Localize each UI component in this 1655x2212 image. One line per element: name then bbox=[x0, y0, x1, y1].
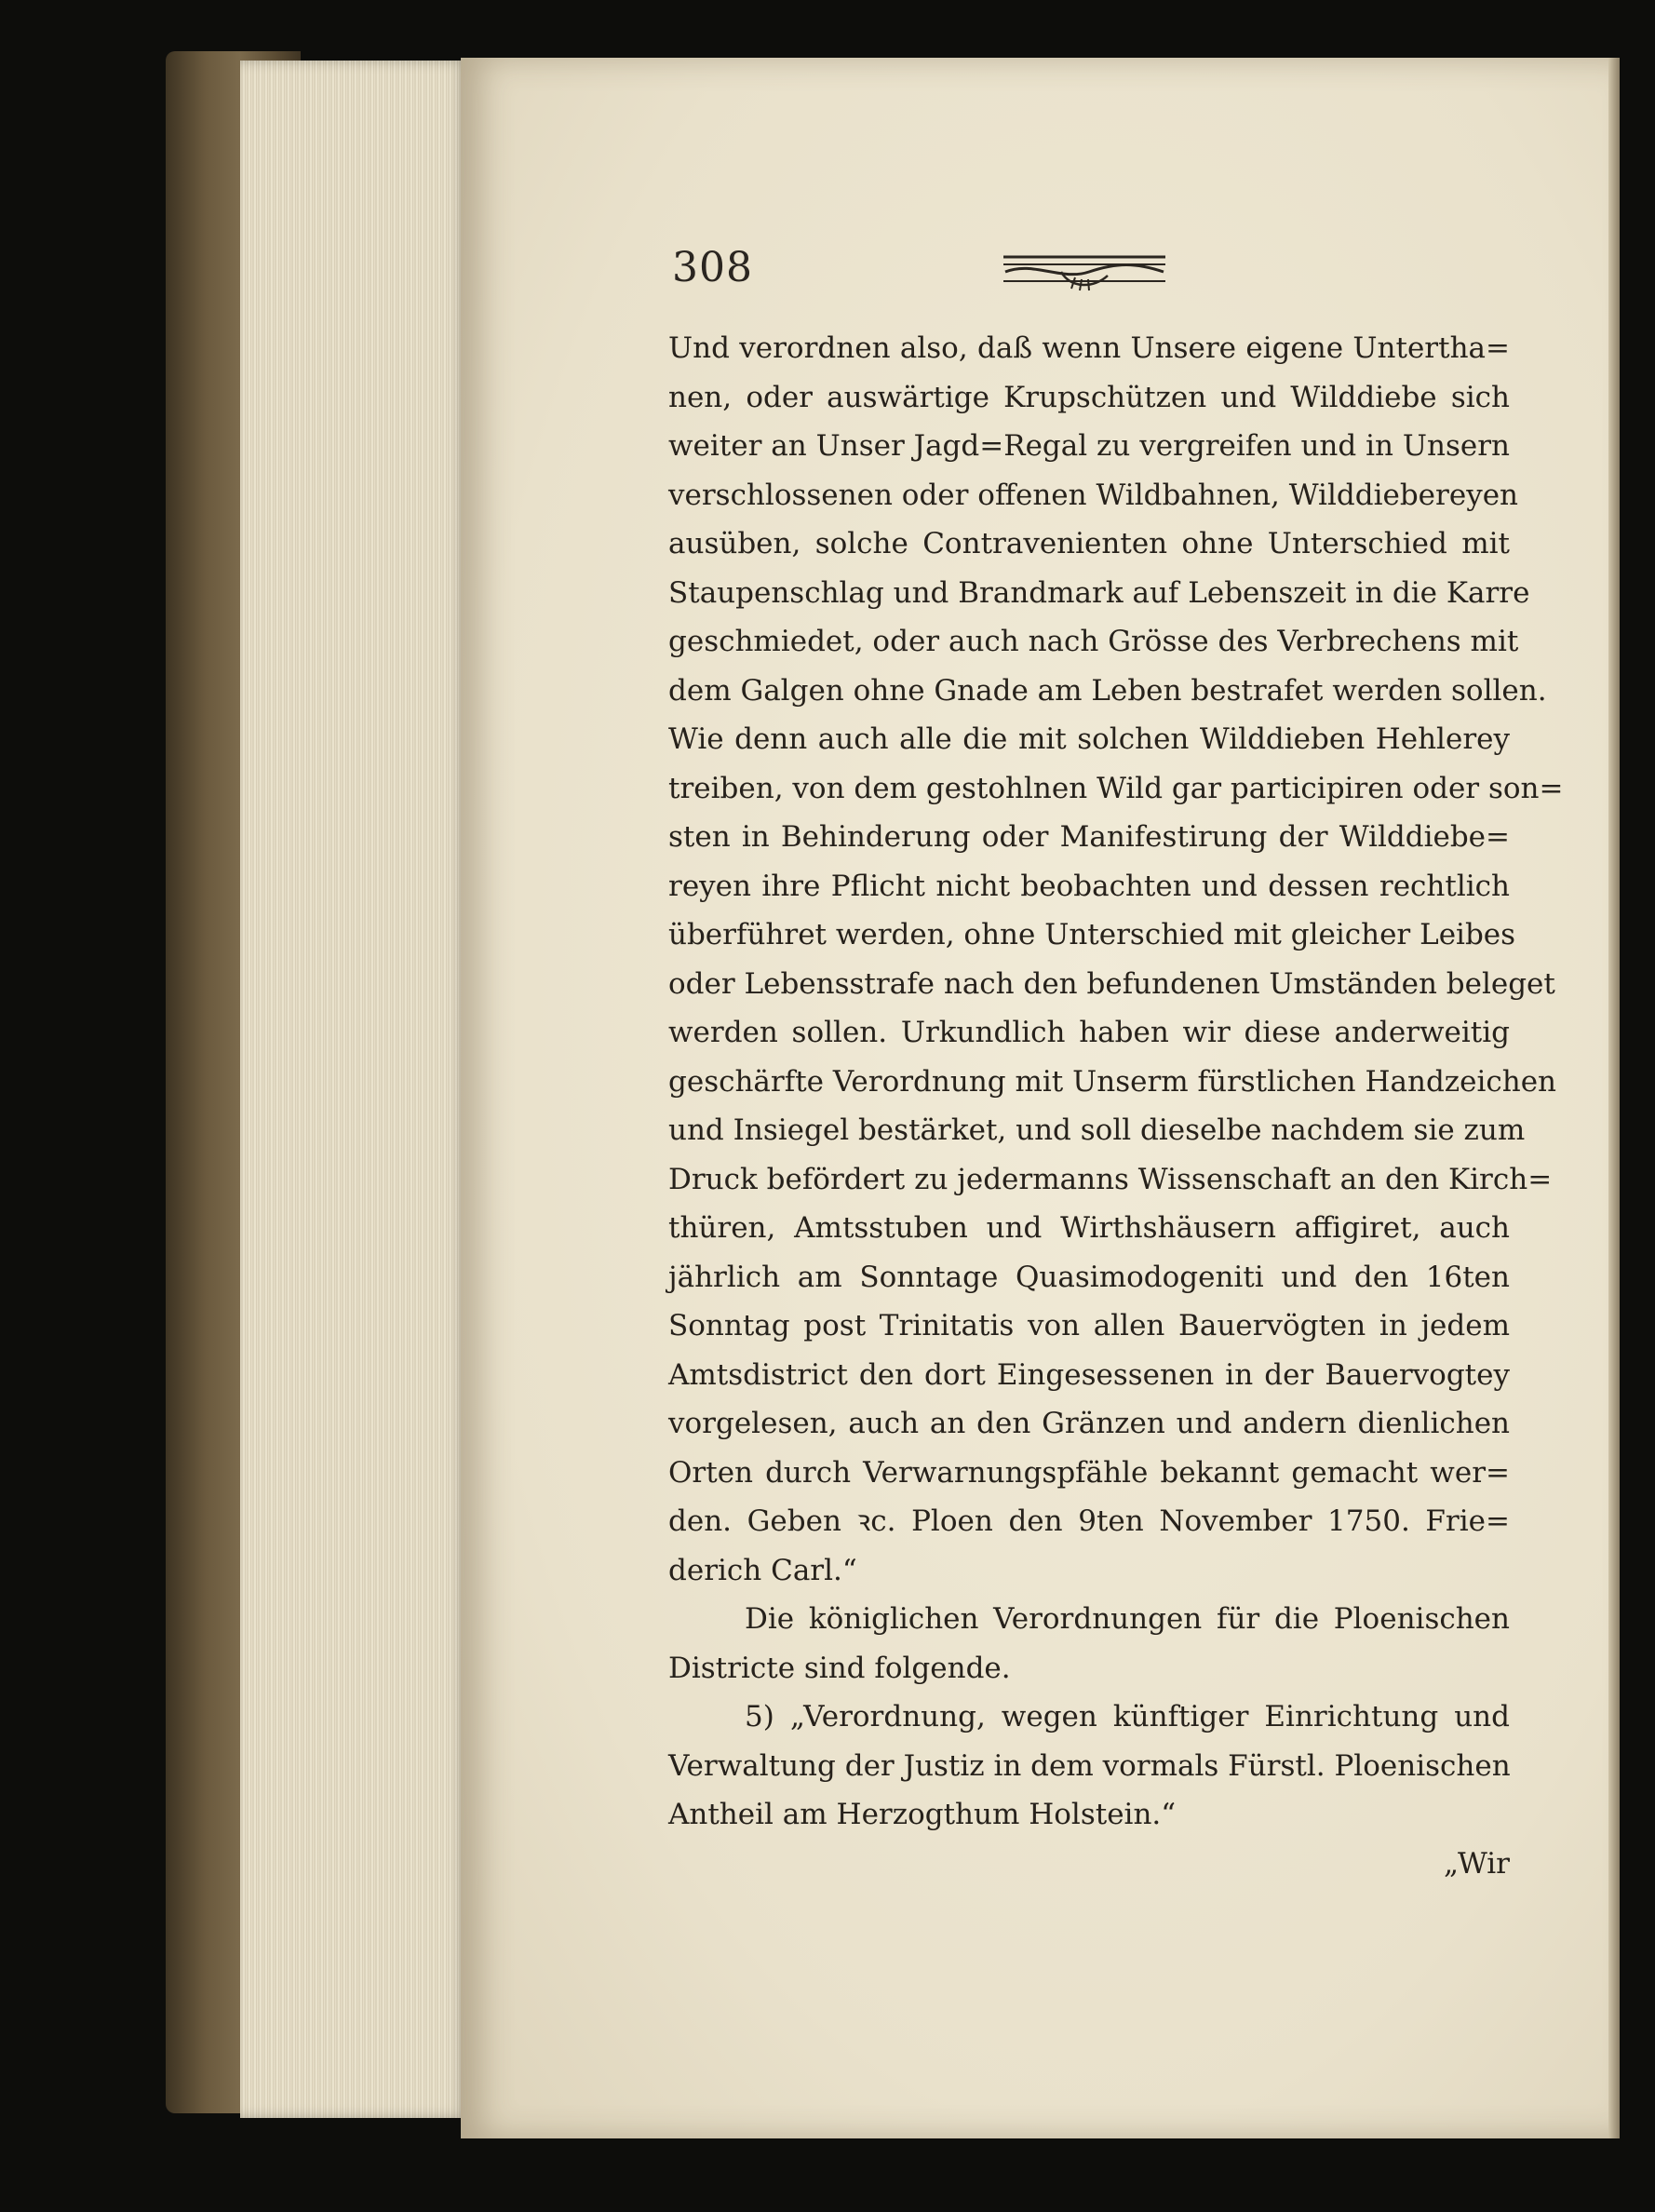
text-line: geschmiedet, oder auch nach Grösse des Verbrechens mit bbox=[668, 625, 1519, 658]
text-line: Antheil am Herzogthum Holstein.“ bbox=[668, 1798, 1177, 1831]
text-line: Districte sind folgende. bbox=[668, 1651, 1011, 1685]
text-line: vorgelesen, auch an den Gränzen und andern dienlichen bbox=[668, 1407, 1510, 1440]
text-line: 5) „Verordnung, wegen künftiger Einrichtung und bbox=[745, 1700, 1510, 1733]
text-line: nen, oder auswärtige Krupschützen und Wilddiebe sich bbox=[668, 380, 1510, 414]
text-line: Die königlichen Verordnungen für die Ploenischen bbox=[745, 1602, 1510, 1636]
text-line: Und verordnen also, daß wenn Unsere eigene Untertha= bbox=[668, 331, 1510, 365]
header-ornament-icon bbox=[996, 244, 1173, 300]
text-line: reyen ihre Pflicht nicht beobachten und dessen rechtlich bbox=[668, 869, 1510, 903]
text-line: treiben, von dem gestohlnen Wild gar participiren oder son= bbox=[668, 771, 1564, 805]
text-line: dem Galgen ohne Gnade am Leben bestrafet werden sollen. bbox=[668, 673, 1547, 708]
text-line: jährlich am Sonntage Quasimodogeniti und den 16ten bbox=[668, 1260, 1510, 1294]
text-line: werden sollen. Urkundlich haben wir diese anderweitig bbox=[668, 1016, 1510, 1049]
text-line: thüren, Amtsstuben und Wirthshäusern affigiret, auch bbox=[668, 1211, 1510, 1245]
text-line: den. Geben ꝛc. Ploen den 9ten November 1750. Frie= bbox=[668, 1504, 1510, 1538]
text-line: Druck befördert zu jedermanns Wissenschaft an den Kirch= bbox=[668, 1162, 1553, 1196]
text-line: oder Lebensstrafe nach den befundenen Umständen beleget bbox=[668, 966, 1555, 1001]
page-edges bbox=[240, 61, 468, 2118]
text-line: Amtsdistrict den dort Eingesessenen in der Bauervogtey bbox=[668, 1357, 1510, 1392]
catchword: „Wir bbox=[1443, 1846, 1510, 1881]
text-line: verschlossenen oder offenen Wildbahnen, Wilddiebereyen bbox=[668, 478, 1519, 512]
text-line: derich Carl.“ bbox=[668, 1553, 857, 1587]
text-line: weiter an Unser Jagd=Regal zu vergreifen und in Unsern bbox=[668, 429, 1510, 463]
text-line: Orten durch Verwarnungspfähle bekannt gemacht wer= bbox=[668, 1455, 1510, 1490]
text-line: und Insiegel bestärket, und soll dieselbe nachdem sie zum bbox=[668, 1113, 1526, 1147]
text-line: geschärfte Verordnung mit Unserm fürstlichen Handzeichen bbox=[668, 1064, 1557, 1099]
text-line: Sonntag post Trinitatis von allen Bauervögten in jedem bbox=[668, 1309, 1510, 1342]
text-line: sten in Behinderung oder Manifestirung der Wilddiebe= bbox=[668, 820, 1510, 854]
text-line: Staupenschlag und Brandmark auf Lebenszeit in die Karre bbox=[668, 575, 1530, 610]
text-line: Verwaltung der Justiz in dem vormals Fürstl. Ploenischen bbox=[668, 1748, 1511, 1783]
text-line: ausüben, solche Contravenienten ohne Unterschied mit bbox=[668, 527, 1510, 560]
page-right-edge bbox=[1608, 58, 1620, 2138]
text-line: überführet werden, ohne Unterschied mit gleicher Leibes bbox=[668, 918, 1516, 951]
page-number: 308 bbox=[672, 244, 753, 291]
body-text bbox=[668, 324, 1564, 1888]
text-line: Wie denn auch alle die mit solchen Wilddieben Hehlerey bbox=[668, 722, 1510, 756]
